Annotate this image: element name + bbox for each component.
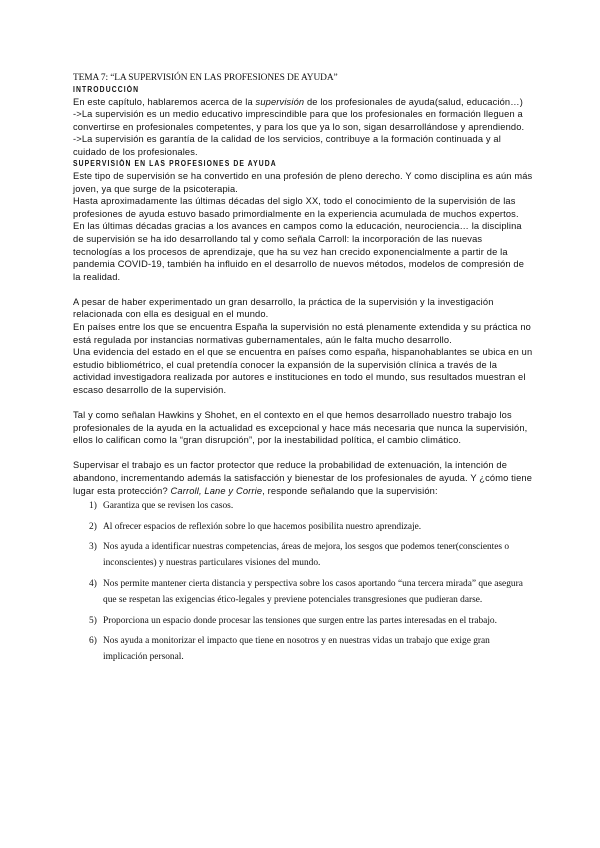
hawkins-shohet-paragraph: Tal y como señalan Hawkins y Shohet, en el contexto en el que hemos desarrollado nuestro trabajo los profesionales de la ayuda en la actualidad es excepcional y hace más necesaria que nunca la supervisión, ellos lo califican como la “gran disrupción”, por la inestabilidad política, el cambio climático. bbox=[73, 410, 528, 446]
development-paragraph-3: Una evidencia del estado en el que se encuentra en países como españa, hispanohablantes se ubica en un estudio bibliométrico, el cual pretendía conocer la expansión de la supervisión clínica a través de la actividad investigadora realizada por autores e instituciones en todo el mundo, sus resultados muestran el escaso desarrollo de la supervisión. bbox=[73, 347, 533, 395]
list-item-text: Al ofrecer espacios de reflexión sobre lo que hacemos posibilita nuestro aprendizaje. bbox=[103, 521, 422, 532]
intro-paragraph-1 bbox=[73, 96, 533, 109]
development-paragraph-1: A pesar de haber experimentado un gran desarrollo, la práctica de la supervisión y la investigación relacionada con ella es desigual en el mundo. bbox=[73, 296, 494, 320]
text-run: de los profesionales de ayuda(salud, educación…) bbox=[304, 96, 523, 107]
list-number: 4) bbox=[89, 578, 97, 589]
list-item-text: Nos ayuda a identificar nuestras competencias, áreas de mejora, los sesgos que podemos tener(conscientes o inconscientes) y nuestras particulares visiones del mundo. bbox=[103, 541, 510, 569]
supervision-paragraph-1: Este tipo de supervisión se ha convertido en una profesión de pleno derecho. Y como disciplina es aún más joven, ya que surge de la psicoterapia. bbox=[73, 170, 533, 194]
development-paragraph-2: En países entre los que se encuentra España la supervisión no está plenamente extendida y su práctica no está regulada por instancias normativas gubernamentales, aún le falta mucho desarrollo. bbox=[73, 322, 532, 345]
list-number: 5) bbox=[89, 615, 97, 626]
list-item bbox=[73, 576, 533, 609]
protection-paragraph bbox=[73, 459, 533, 497]
list-item bbox=[73, 633, 533, 666]
supervision-benefits-list bbox=[73, 498, 533, 666]
intro-paragraph-3: ->La supervisión es garantía de la calidad de los servicios, contribuye a la formación continuada y al cuidado de los profesionales. bbox=[73, 134, 501, 157]
text-run: En este capítulo, hablaremos acerca de la bbox=[73, 96, 256, 107]
supervision-paragraph-3: En las últimas décadas gracias a los avances en campos como la educación, neurociencia… la disciplina de supervisión se ha ido desarrollando tal y como señala Carroll: la incorporación de las nuevas tecnologías a los procesos de aprendizaje, que ha su vez han crecido exponencialmente a partir de la pandemia COVID-19, también ha influido en el desarrollo de nuevos métodos, modelos de compresión de la realidad. bbox=[73, 221, 525, 282]
list-item bbox=[73, 519, 533, 535]
intro-paragraph-2: ->La supervisión es un medio educativo imprescindible para que los profesionales en formación lleguen a convertirse en profesionales competentes, y para los que ya lo son, sigan desarrollándose y aprendiendo. bbox=[73, 109, 525, 132]
list-item bbox=[73, 498, 533, 514]
supervision-block bbox=[73, 170, 533, 497]
list-item-text: Nos permite mantener cierta distancia y perspectiva sobre los casos aportando “una tercera mirada” que asegura que se respetan las exigencias ético-legales y previene potenciales transgresiones que pudieran darse. bbox=[103, 578, 523, 606]
document-page bbox=[73, 72, 533, 670]
document-title: TEMA 7: “LA SUPERVISIÓN EN LAS PROFESIONES DE AYUDA” bbox=[73, 73, 338, 83]
emphasis-authors: Carroll, Lane y Corrie bbox=[170, 485, 263, 496]
section-heading-supervision: SUPERVISIÓN EN LAS PROFESIONES DE AYUDA bbox=[73, 159, 277, 169]
section-heading-introduction: INTRODUCCIÓN bbox=[73, 85, 140, 94]
list-item-text: Proporciona un espacio donde procesar las tensiones que surgen entre las partes interesadas en el trabajo. bbox=[103, 615, 497, 626]
list-number: 2) bbox=[89, 521, 97, 532]
supervision-paragraph-2: Hasta aproximadamente las últimas décadas del siglo XX, todo el conocimiento de la supervisión de las profesiones de ayuda estuvo basado primordialmente en la experiencia acumulada de muchos expertos. bbox=[73, 196, 519, 219]
list-number: 3) bbox=[89, 541, 97, 552]
intro-block bbox=[73, 96, 533, 159]
list-number: 1) bbox=[89, 501, 97, 512]
text-run: Supervisar el trabajo es un factor protector que reduce la probabilidad de extenuación, la intención de abandono, incrementando además la satisfacción y bienestar de los profesionales de ayuda. Y ¿cómo tiene lugar esta protección? bbox=[73, 460, 533, 496]
list-number: 6) bbox=[89, 635, 97, 646]
list-item-text: Garantiza que se revisen los casos. bbox=[103, 501, 234, 512]
list-item bbox=[73, 539, 533, 572]
list-item-text: Nos ayuda a monitorizar el impacto que tiene en nosotros y en nuestras vidas un trabajo que exige gran implicación personal. bbox=[103, 635, 490, 663]
text-run: , responde señalando que la supervisión: bbox=[262, 485, 438, 496]
emphasis-text: supervisión bbox=[255, 96, 305, 107]
list-item bbox=[73, 613, 533, 629]
